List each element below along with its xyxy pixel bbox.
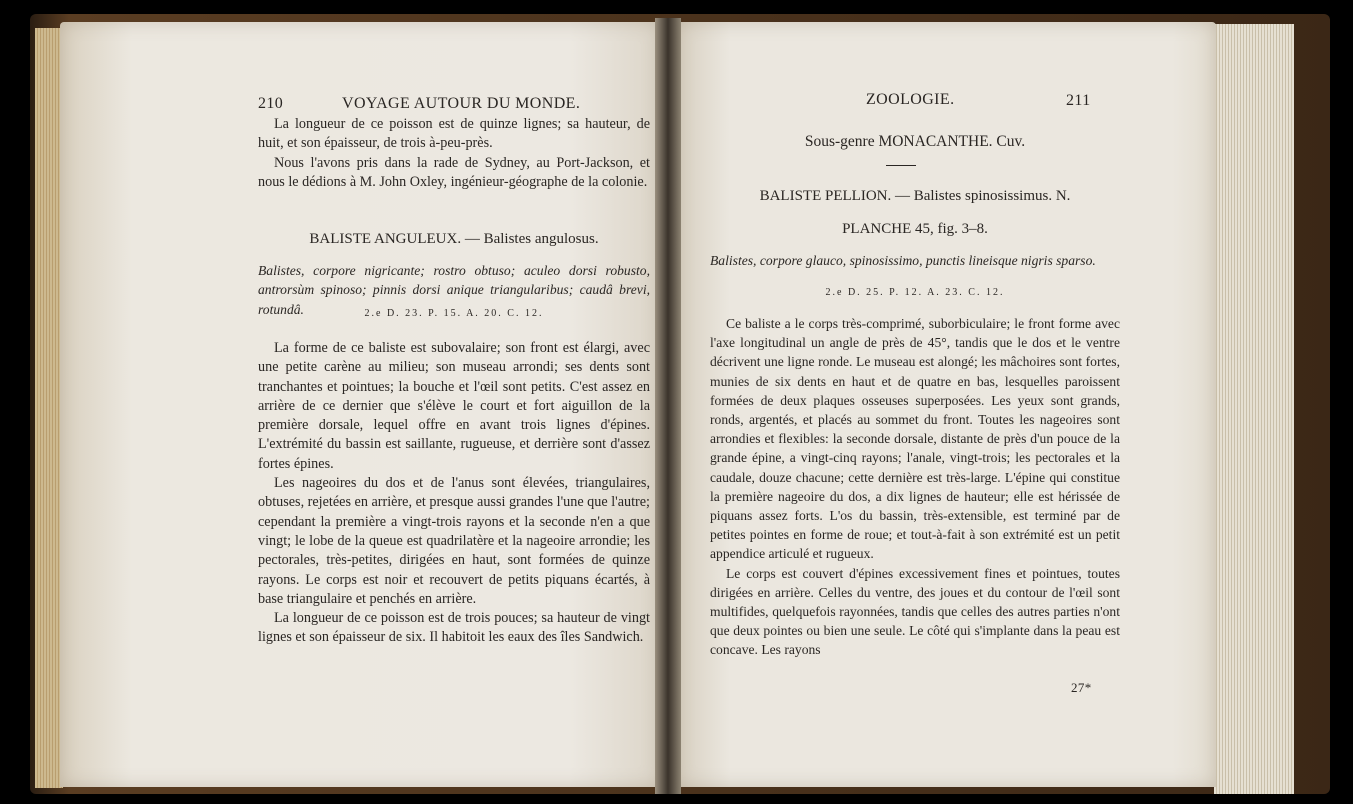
- paragraph: La longueur de ce poisson est de trois pouces; sa hauteur de vingt lignes et son épaisseur de six. Il habitoit les eaux des îles Sandwich.: [258, 610, 650, 646]
- paragraph: La forme de ce baliste est subovalaire; son front est élargi, avec une petite carène au milieu; son museau arrondi; ses dents sont tranchantes et pointues; la bouche et l'œil sont petits. C'est assez en arrière de ce dernier que s'élève le court et fort aiguillon de la première dorsale, lequel offre en avant trois lignes d'épines. L'extrémité du bassin est saillante, rugueuse, et derrière sont d'assez fortes épines.: [258, 340, 650, 472]
- right-section-title: BALISTE PELLION. — Balistes spinosissimus. N.: [759, 188, 1071, 204]
- right-plate-ref: PLANCHE 45, fig. 3–8.: [842, 221, 988, 237]
- right-page: [676, 22, 1216, 787]
- left-body: [258, 339, 650, 648]
- divider: [886, 165, 916, 166]
- left-latin-diagnosis: Balistes, corpore nigricante; rostro obtuso; aculeo dorsi robusto, antrorsùm spinoso; pinnis dorsi anique triangularibus; caudâ brevi, rotundâ.: [258, 263, 650, 317]
- right-latin-diagnosis: Balistes, corpore glauco, spinosissimo, punctis lineisque nigris sparso.: [710, 253, 1096, 268]
- right-subgenus-title: Sous-genre MONACANTHE. Cuv.: [804, 133, 1026, 150]
- left-intro: [258, 115, 650, 192]
- paragraph: Le corps est couvert d'épines excessivement fines et pointues, toutes dirigées en arrière. Celles du ventre, des joues et du contour de l'œil sont multifides, quelquefois rayonnées, tandis que celles des autres parties n'ont que deux pointes ou bien une seule. Le côté qui s'implante dans la peau est concave. Les rayons: [710, 565, 1120, 658]
- page-edges-left: [35, 28, 63, 788]
- right-fin-formula: 2.e D. 25. P. 12. A. 23. C. 12.: [825, 287, 1005, 298]
- left-page: [60, 22, 660, 787]
- right-body: [710, 314, 1120, 660]
- signature-mark: 27*: [1071, 680, 1092, 695]
- left-section-title: BALISTE ANGULEUX. — Balistes angulosus.: [309, 231, 599, 247]
- paragraph: Les nageoires du dos et de l'anus sont élevées, triangulaires, obtuses, rejetées en arrière, et presque aussi grandes l'une que l'autre; cependant la première a vingt-trois rayons et la seconde n'en a que vingt; le lobe de la queue est quadrilatère et la nageoire arrondie; les pectorales, très-petites, dirigées en haut, sont formées de quinze rayons. Le corps est noir et recouvert de petits piquans écartés, à base triangulaire et penchés en arrière.: [258, 475, 650, 607]
- left-page-number: 210: [258, 95, 284, 112]
- left-running-head: VOYAGE AUTOUR DU MONDE.: [342, 95, 581, 112]
- paragraph: La longueur de ce poisson est de quinze lignes; sa hauteur, de huit, et son épaisseur, de trois à-peu-près.: [258, 116, 650, 152]
- right-running-head: ZOOLOGIE.: [866, 91, 955, 108]
- right-page-number: 211: [1066, 92, 1091, 109]
- paragraph: Nous l'avons pris dans la rade de Sydney, au Port-Jackson, et nous le dédions à M. John Oxley, ingénieur-géographe de la colonie.: [258, 154, 650, 190]
- page-edges-right: [1214, 24, 1294, 794]
- left-fin-formula: 2.e D. 23. P. 15. A. 20. C. 12.: [364, 308, 544, 319]
- book-gutter: [655, 18, 681, 794]
- paragraph: Ce baliste a le corps très-comprimé, suborbiculaire; le front forme avec l'axe longitudinal un angle de près de 45°, tandis que le dos et le ventre décrivent une ligne ronde. Le museau est alongé; les mâchoires sont fortes, munies de six dents en haut et de quatre en bas, lesquelles paroissent formées de deux plaques osseuses superposées. Les yeux sont grands, ronds, argentés, et placés au sommet du front. Toutes les nageoires sont arrondies et flexibles: la seconde dorsale, distante de près d'un pouce de la grande épine, a vingt-cinq rayons; l'anale, vingt-trois; les pectorales et la caudale, douze chacune; cette dernière est très-large. L'épine qui constitue la première nageoire du dos, a dix lignes de hauteur; elle est hérissée de piquans assez forts. L'os du bassin, très-extensible, est terminé par de petites pointes en forme de roue; et tout-à-fait à son extrémité est un petit appendice articulé et rugueux.: [710, 316, 1120, 562]
